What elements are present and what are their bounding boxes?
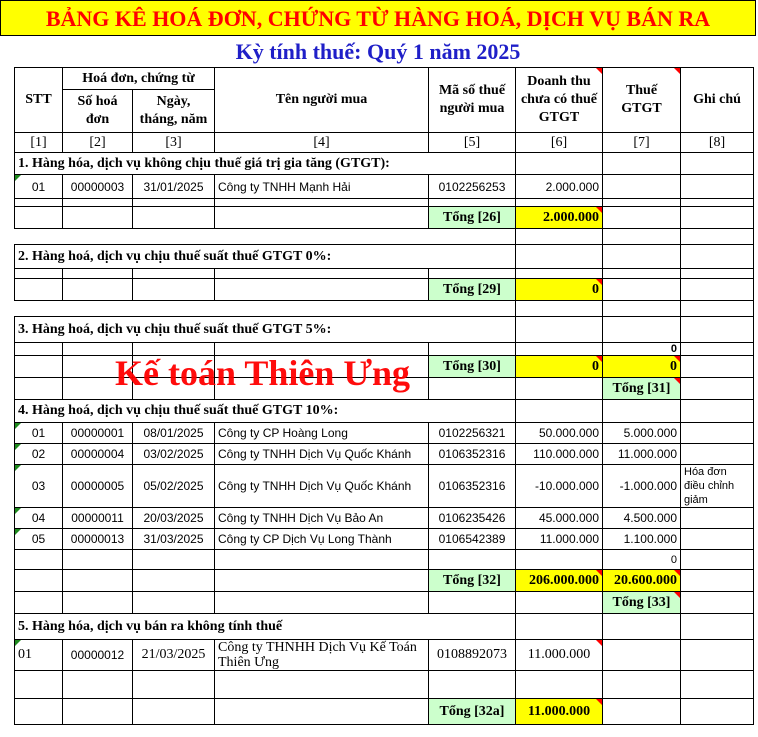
header-invoice-date: Ngày, tháng, năm (133, 90, 215, 133)
header-buyer-tax: Mã số thuế người mua (429, 68, 516, 133)
row-stt: 01 (15, 423, 63, 444)
row-note (681, 529, 754, 550)
index-label: [5] (429, 133, 516, 153)
section-title: 3. Hàng hoá, dịch vụ chịu thuế suất thuế GTGT 5%: (15, 317, 516, 343)
row-vat (603, 640, 681, 671)
row-invoice-no: 00000003 (63, 175, 133, 199)
total-label-vat: Tổng [33] (603, 592, 681, 614)
row-vat: 4.500.000 (603, 508, 681, 529)
index-label: [4] (215, 133, 429, 153)
row-invoice-no: 00000004 (63, 444, 133, 465)
row-invoice-no: 00000013 (63, 529, 133, 550)
section-title: 2. Hàng hoá, dịch vụ chịu thuế suất thuế GTGT 0%: (15, 245, 516, 269)
row-buyer: Công ty TNHH Dịch Vụ Quốc Khánh (215, 444, 429, 465)
watermark-text: Kế toán Thiên Ưng (115, 353, 411, 393)
index-label: [8] (681, 133, 754, 153)
index-label: [3] (133, 133, 215, 153)
row-tax-code: 0106352316 (429, 465, 516, 508)
row-invoice-date: 31/01/2025 (133, 175, 215, 199)
index-label: [6] (516, 133, 603, 153)
row-invoice-date: 05/02/2025 (133, 465, 215, 508)
header-invoice-no: Số hoá đơn (63, 90, 133, 133)
row-buyer: Công ty THNHH Dịch Vụ Kế Toán Thiên Ưng (215, 640, 429, 671)
row-vat: 5.000.000 (603, 423, 681, 444)
total-label: Tổng [29] (429, 279, 516, 301)
section-title: 5. Hàng hóa, dịch vụ bán ra không tính thuế (15, 614, 516, 640)
total-revenue: 11.000.000 (516, 699, 603, 725)
row-buyer: Công ty TNHH Dịch Vụ Bảo An (215, 508, 429, 529)
row-revenue: 11.000.000 (516, 529, 603, 550)
row-revenue: 110.000.000 (516, 444, 603, 465)
row-revenue: 50.000.000 (516, 423, 603, 444)
row-tax-code: 0102256321 (429, 423, 516, 444)
header-revenue: Doanh thu chưa có thuế GTGT (516, 68, 603, 133)
total-revenue: 0 (516, 279, 603, 301)
row-vat (603, 175, 681, 199)
row-invoice-date: 20/03/2025 (133, 508, 215, 529)
row-stt: 02 (15, 444, 63, 465)
invoice-table (14, 67, 754, 725)
row-note: Hóa đơn điều chỉnh giảm (681, 465, 754, 508)
row-note (681, 640, 754, 671)
total-revenue: 206.000.000 (516, 570, 603, 592)
row-invoice-no: 00000012 (63, 640, 133, 671)
row-revenue: 11.000.000 (516, 640, 603, 671)
row-note (681, 508, 754, 529)
total-label: Tổng [30] (429, 356, 516, 378)
index-label: [7] (603, 133, 681, 153)
row-note (681, 175, 754, 199)
total-label: Tổng [32] (429, 570, 516, 592)
total-vat: 0 (603, 356, 681, 378)
row-invoice-no: 00000011 (63, 508, 133, 529)
row-tax-code: 0106352316 (429, 444, 516, 465)
row-vat: -1.000.000 (603, 465, 681, 508)
row-revenue: 2.000.000 (516, 175, 603, 199)
row-tax-code: 0102256253 (429, 175, 516, 199)
tax-period: Kỳ tính thuế: Quý 1 năm 2025 (235, 39, 521, 64)
index-label: [2] (63, 133, 133, 153)
row-invoice-date: 31/03/2025 (133, 529, 215, 550)
row-tax-code: 0108892073 (429, 640, 516, 671)
row-tax-code: 0106542389 (429, 529, 516, 550)
row-revenue: 45.000.000 (516, 508, 603, 529)
total-vat: 20.600.000 (603, 570, 681, 592)
total-revenue: 2.000.000 (516, 207, 603, 229)
header-buyer-name: Tên người mua (215, 68, 429, 133)
index-label: [1] (15, 133, 63, 153)
row-stt: 05 (15, 529, 63, 550)
row-invoice-date: 21/03/2025 (133, 640, 215, 671)
row-stt: 03 (15, 465, 63, 508)
row-stt: 01 (15, 175, 63, 199)
row-vat: 1.100.000 (603, 529, 681, 550)
row-invoice-date: 08/01/2025 (133, 423, 215, 444)
total-label: Tổng [26] (429, 207, 516, 229)
header-vat: Thuế GTGT (603, 68, 681, 133)
row-invoice-date: 03/02/2025 (133, 444, 215, 465)
header-stt: STT (15, 68, 63, 133)
row-tax-code: 0106235426 (429, 508, 516, 529)
total-label-vat: Tổng [31] (603, 378, 681, 400)
row-invoice-no: 00000001 (63, 423, 133, 444)
header-invoice-group: Hoá đơn, chứng từ (63, 68, 215, 90)
row-buyer: Công ty CP Hoàng Long (215, 423, 429, 444)
row-buyer: Công ty TNHH Mạnh Hải (215, 175, 429, 199)
report-title: BẢNG KÊ HOÁ ĐƠN, CHỨNG TỪ HÀNG HOÁ, DỊCH VỤ BÁN RA (0, 0, 756, 36)
total-label: Tổng [32a] (429, 699, 516, 725)
header-note: Ghi chú (681, 68, 754, 133)
total-revenue: 0 (516, 356, 603, 378)
row-note (681, 444, 754, 465)
section-title: 4. Hàng hoá, dịch vụ chịu thuế suất thuế GTGT 10%: (15, 400, 516, 423)
section-title: 1. Hàng hóa, dịch vụ không chịu thuế giá trị gia tăng (GTGT): (15, 153, 516, 175)
row-stt: 04 (15, 508, 63, 529)
row-note (681, 423, 754, 444)
row-stt: 01 (15, 640, 63, 671)
row-buyer: Công ty CP Dịch Vụ Long Thành (215, 529, 429, 550)
row-vat: 0 (603, 343, 681, 356)
row-revenue: -10.000.000 (516, 465, 603, 508)
row-invoice-no: 00000005 (63, 465, 133, 508)
row-buyer: Công ty TNHH Dịch Vụ Quốc Khánh (215, 465, 429, 508)
row-vat: 0 (603, 550, 681, 570)
row-vat: 11.000.000 (603, 444, 681, 465)
